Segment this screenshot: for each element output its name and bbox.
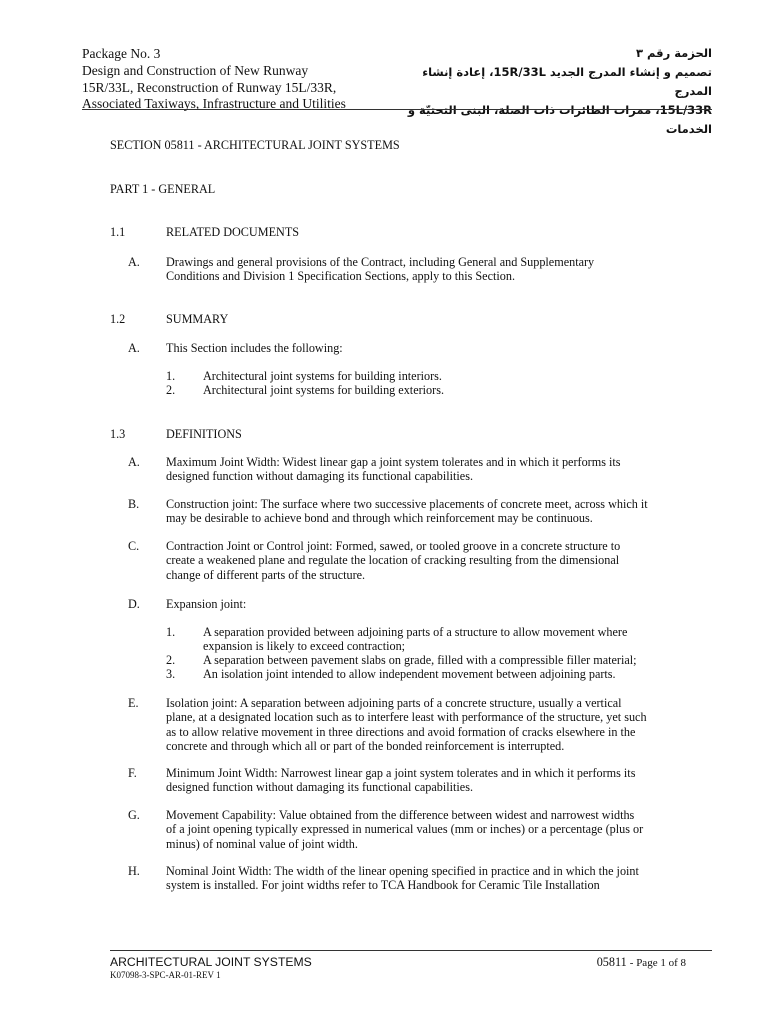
- text-line: Nominal Joint Width: The width of the linear opening specified in practice and in which the joint: [166, 864, 639, 878]
- list-item-text: [203, 625, 689, 654]
- footer-page-number: - Page 1 of 8: [629, 957, 686, 969]
- text-line: system is installed. For joint widths refer to TCA Handbook for Ceramic Tile Installation: [166, 878, 600, 893]
- article-title: SUMMARY: [166, 312, 229, 326]
- list-item-number: 2.: [166, 653, 176, 667]
- paragraph-letter: A.: [128, 341, 140, 355]
- text-line: designed function without damaging its functional capabilities.: [166, 780, 473, 795]
- text-line: Conditions and Division 1 Specification Sections, apply to this Section.: [166, 269, 516, 284]
- list-item-number: 2.: [166, 383, 176, 397]
- list-item-number: 1.: [166, 625, 176, 639]
- paragraph-letter: D.: [128, 597, 140, 611]
- article-number: 1.1: [110, 225, 126, 239]
- article-title: RELATED DOCUMENTS: [166, 225, 300, 239]
- text-line: may be desirable to achieve bond and through which reinforcement may be continuous.: [166, 511, 593, 526]
- header-right-line: تصميم و إنشاء المدرج الجديد 15R/33L، إعادة إنشاء المدرج: [422, 65, 712, 98]
- header-project-info-arabic: [382, 44, 712, 139]
- list-item-text: A separation between pavement slabs on grade, filled with a compressible filler material;: [203, 653, 637, 667]
- paragraph-letter: F.: [128, 766, 137, 780]
- text-line: Movement Capability: Value obtained from the difference between widest and narrowest widths: [166, 808, 635, 822]
- header-project-info: [82, 46, 412, 113]
- header-divider: [82, 109, 712, 110]
- paragraph-text: Expansion joint:: [166, 597, 247, 611]
- text-line: Drawings and general provisions of the Contract, including General and Supplementary: [166, 255, 595, 269]
- paragraph-text: [166, 766, 686, 795]
- text-line: designed function without damaging its functional capabilities.: [166, 469, 473, 484]
- paragraph-letter: A.: [128, 455, 140, 469]
- text-line: Maximum Joint Width: Widest linear gap a joint system tolerates and in which it performs its: [166, 455, 621, 469]
- footer-document-code: K07098-3-SPC-AR-01-REV 1: [110, 970, 221, 980]
- paragraph-letter: B.: [128, 497, 140, 511]
- header-left-line: Associated Taxiways, Infrastructure and Utilities: [82, 96, 346, 112]
- footer-divider: [110, 950, 712, 951]
- text-line: plane, at a designated location such as to interfere least with performance of the structure, yet such: [166, 710, 647, 725]
- paragraph-text: This Section includes the following:: [166, 341, 343, 355]
- text-line: Isolation joint: A separation between adjoining parts of a concrete structure, usually a vertical: [166, 696, 622, 710]
- paragraph-text: [166, 696, 686, 754]
- paragraph-letter: G.: [128, 808, 140, 822]
- paragraph-letter: E.: [128, 696, 139, 710]
- list-item-number: 1.: [166, 369, 176, 383]
- paragraph-text: [166, 864, 686, 893]
- paragraph-letter: H.: [128, 864, 140, 878]
- text-line: create a weakened plane and regulate the location of cracking resulting from the dimensional: [166, 553, 620, 568]
- paragraph-letter: A.: [128, 255, 140, 269]
- text-line: change of different parts of the structure.: [166, 567, 366, 582]
- footer-section-number: 05811: [596, 955, 627, 969]
- header-left-line: Package No. 3: [82, 46, 161, 61]
- text-line: A separation provided between adjoining parts of a structure to allow movement where: [203, 625, 628, 639]
- text-line: as to allow relative movement in three directions and avoid formation of cracks elsewhere in the: [166, 724, 636, 739]
- footer-title: ARCHITECTURAL JOINT SYSTEMS: [110, 955, 312, 969]
- text-line: Construction joint: The surface where two successive placements of concrete meet, across which it: [166, 497, 648, 511]
- list-item-text: Architectural joint systems for building interiors.: [203, 369, 442, 383]
- header-left-line: Design and Construction of New Runway: [82, 62, 309, 78]
- footer-page-info: [597, 955, 686, 970]
- section-title: SECTION 05811 - ARCHITECTURAL JOINT SYSTEMS: [110, 138, 400, 152]
- text-line: Minimum Joint Width: Narrowest linear gap a joint system tolerates and in which it performs its: [166, 766, 636, 780]
- list-item-text: An isolation joint intended to allow independent movement between adjoining parts.: [203, 667, 616, 681]
- text-line: minus) of nominal value of joint width.: [166, 836, 358, 851]
- text-line: of a joint opening typically expressed in numerical values (mm or inches) or a percentage (plus or: [166, 822, 644, 837]
- article-number: 1.2: [110, 312, 126, 326]
- text-line: concrete and through which all or part of the bonded reinforcement is interrupted.: [166, 739, 565, 754]
- list-item-text: Architectural joint systems for building exteriors.: [203, 383, 444, 397]
- list-item-number: 3.: [166, 667, 176, 681]
- text-line: expansion is likely to exceed contraction;: [203, 639, 406, 654]
- paragraph-text: [166, 497, 686, 526]
- part-title: PART 1 - GENERAL: [110, 182, 216, 196]
- paragraph-text: [166, 808, 686, 851]
- header-right-line: الحزمة رقم ٣: [635, 46, 712, 60]
- header-left-line: 15R/33L, Reconstruction of Runway 15L/33R,: [82, 79, 337, 95]
- text-line: Contraction Joint or Control joint: Formed, sawed, or tooled groove in a concrete structure to: [166, 539, 621, 553]
- paragraph-text: [166, 255, 686, 284]
- paragraph-text: [166, 539, 686, 582]
- paragraph-letter: C.: [128, 539, 140, 553]
- article-title: DEFINITIONS: [166, 427, 242, 441]
- article-number: 1.3: [110, 427, 126, 441]
- header-right-line: 15L/33R، ممرات الطائرات ذات الصلة، البنى التحتيّة و الخدمات: [407, 103, 712, 136]
- paragraph-text: [166, 455, 686, 484]
